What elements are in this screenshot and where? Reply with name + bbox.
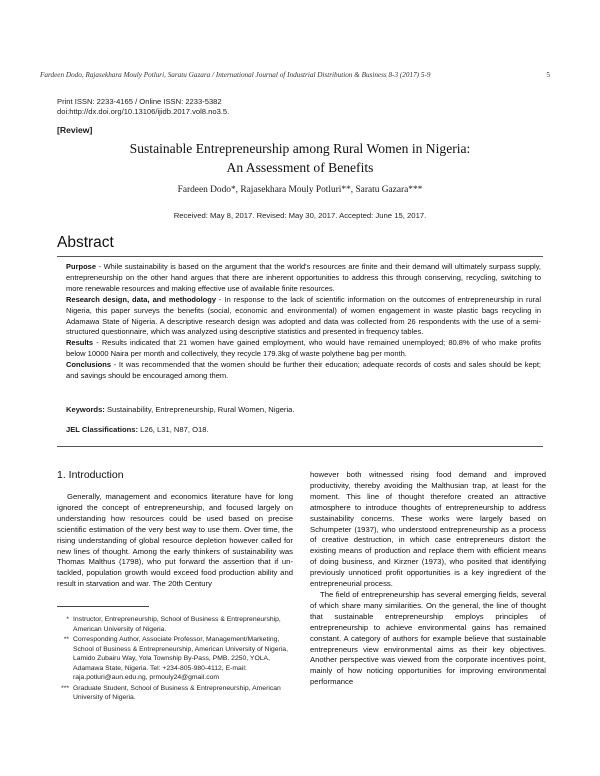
left-column — [57, 492, 293, 590]
footnote-item — [57, 684, 293, 703]
running-title: Fardeen Dodo, Rajasekhara Mouly Potluri, Saratu Gazara / International Journal of Industrial Distribution & Business 8-3 (2017) 5-9 — [40, 71, 431, 79]
abstract-bottom-rule — [57, 446, 543, 447]
received-dates: Received: May 8, 2017. Revised: May 30, 2017. Accepted: June 15, 2017. — [173, 211, 427, 220]
footnote-text: Corresponding Author, Associate Professor, Management/Marketing, School of Business & Entrepreneurship, American University of Nigeria, Lamido Zubairu Way, Yola Township By-Pass, PMB. 2250, YOLA, Adamawa State, Nigeria. Tel: +234-805-980-4112, E-mail: raja.potluri@aun.edu.ng, prmouly24@gmail.com — [73, 636, 288, 681]
jel-classifications — [66, 425, 541, 434]
conclusions-text: - It was recommended that the women should be further their education; adequate records of costs and sales should be kept; and savings should be encouraged among them. — [66, 360, 541, 381]
footnotes — [57, 615, 293, 704]
footnote-text: Graduate Student, School of Business & Entrepreneurship, American University of Nigeria. — [73, 684, 281, 701]
purpose-text: - While sustainability is based on the argument that the world's resources are finite and their demand will ultimately surpass supply, entrepreneurship on the other hand argues that there are inherent opportunities to address this through conserving, recycling, switching to more renewable resources and making effective use of available finite resources. — [66, 262, 541, 293]
abstract-body — [66, 262, 541, 382]
abstract-design — [66, 295, 541, 339]
abstract-purpose — [66, 262, 541, 295]
keywords-text: Sustainability, Entrepreneurship, Rural Women, Nigeria. — [104, 405, 295, 414]
results-label: Results — [66, 338, 94, 348]
purpose-label: Purpose — [66, 262, 97, 271]
footnote-item — [57, 635, 293, 683]
design-text: - In response to the lack of scientific information on the outcomes of entrepreneurship in rural Nigeria, this paper surveys the benefits (social, economic and environmental) of women engagement in waste plastic bags recycling in Adamawa State of Nigeria. A descriptive research design was adopted and data was collected from 26 respondents with the use of a semi-structured questionnaire, which was analyzed using descriptive statistics and presented in frequency tables. — [66, 294, 541, 337]
keywords-label: Keywords: — [66, 405, 105, 414]
abstract-conclusions — [66, 360, 541, 382]
footnote-mark: *** — [61, 684, 69, 692]
design-label: Research design, data, and methodology — [66, 294, 216, 304]
article-title — [40, 139, 560, 177]
jel-text: L26, L31, N87, O18. — [138, 425, 209, 434]
introduction-heading: 1. Introduction — [57, 469, 124, 481]
issn-line: Print ISSN: 2233-4165 / Online ISSN: 2233-5382 — [57, 97, 222, 106]
footnote-mark: ** — [63, 636, 69, 643]
intro-paragraph-1: Generally, management and economics literature have for long ignored the concept of entrepreneurship, and focused largely on understanding how resources could be used based on precise scientific estimation of the very best way to use them. Over time, the rising understanding of global resource depletion however called for new lines of thought. Among the early thinkers of sustainability was Thomas Malthus (1798), who put forward the assertion that if un-tackled, population growth would exceed food production ability and result in starvation and war. The 20th Century — [57, 492, 293, 589]
running-header — [40, 71, 550, 79]
footnote-item — [57, 615, 293, 634]
conclusions-label: Conclusions — [66, 360, 112, 370]
results-text: - Results indicated that 21 women have gained employment, who would have remained unemployed; 80.8% of who make profits below 10000 Naira per month and collectively, they recycle 179.3kg of waste polythene bag per month. — [66, 338, 541, 359]
title-line-2: An Assessment of Benefits — [226, 160, 374, 175]
footnote-rule — [57, 606, 149, 607]
doi-line[interactable]: doi:http://dx.doi.org/10.13106/ijidb.2017.vol8.no3.5. — [57, 107, 230, 116]
keywords — [66, 405, 541, 414]
footnote-text: Instructor, Entrepreneurship, School of Business & Entrepreneurship, American University of Nigeria. — [73, 616, 281, 633]
jel-label: JEL Classifications: — [66, 425, 139, 434]
page-number: 5 — [546, 71, 550, 79]
abstract-results — [66, 338, 541, 360]
right-paragraph-2: The field of entrepreneurship has several emerging fields, several of which share many similarities. On the general, the line of thought that sustainable entrepreneurship employs principles of entrepreneurship to achieve environmental gains has remained constant. A category of authors for example believe that sustainable entrepreneurs view environmental aims as their key objectives. Another perspective was viewed from the corporate incentives point, mainly of how noticing opportunities for improving environmental performance — [310, 589, 546, 687]
right-paragraph-1: however both witnessed rising food demand and improved productivity, thereby avoiding the Malthusian trap, at least for the moment. This line of thought therefore created an attractive atmosphere to introduce thoughts of entrepreneurship to address sustainability concerns. These works were largely based on Schumpeter (1937), who understood entrepreneurship as a process of creative destruction, in which case entrepreneurs distort the existing means of production and replace them with efficient means of doing business, and Kirzner (1973), who posited that identifying previously unnoticed profit opportunities is a key ingredient of the entrepreneurial process. — [310, 470, 546, 589]
abstract-top-rule — [57, 256, 543, 257]
authors: Fardeen Dodo*, Rajasekhara Mouly Potluri**, Saratu Gazara*** — [177, 185, 423, 195]
title-line-1: Sustainable Entrepreneurship among Rural Women in Nigeria: — [129, 141, 471, 156]
abstract-heading: Abstract — [57, 234, 114, 251]
article-type: [Review] — [57, 125, 93, 135]
right-column — [310, 470, 546, 688]
publication-info — [57, 97, 229, 117]
footnote-mark: * — [66, 616, 69, 623]
